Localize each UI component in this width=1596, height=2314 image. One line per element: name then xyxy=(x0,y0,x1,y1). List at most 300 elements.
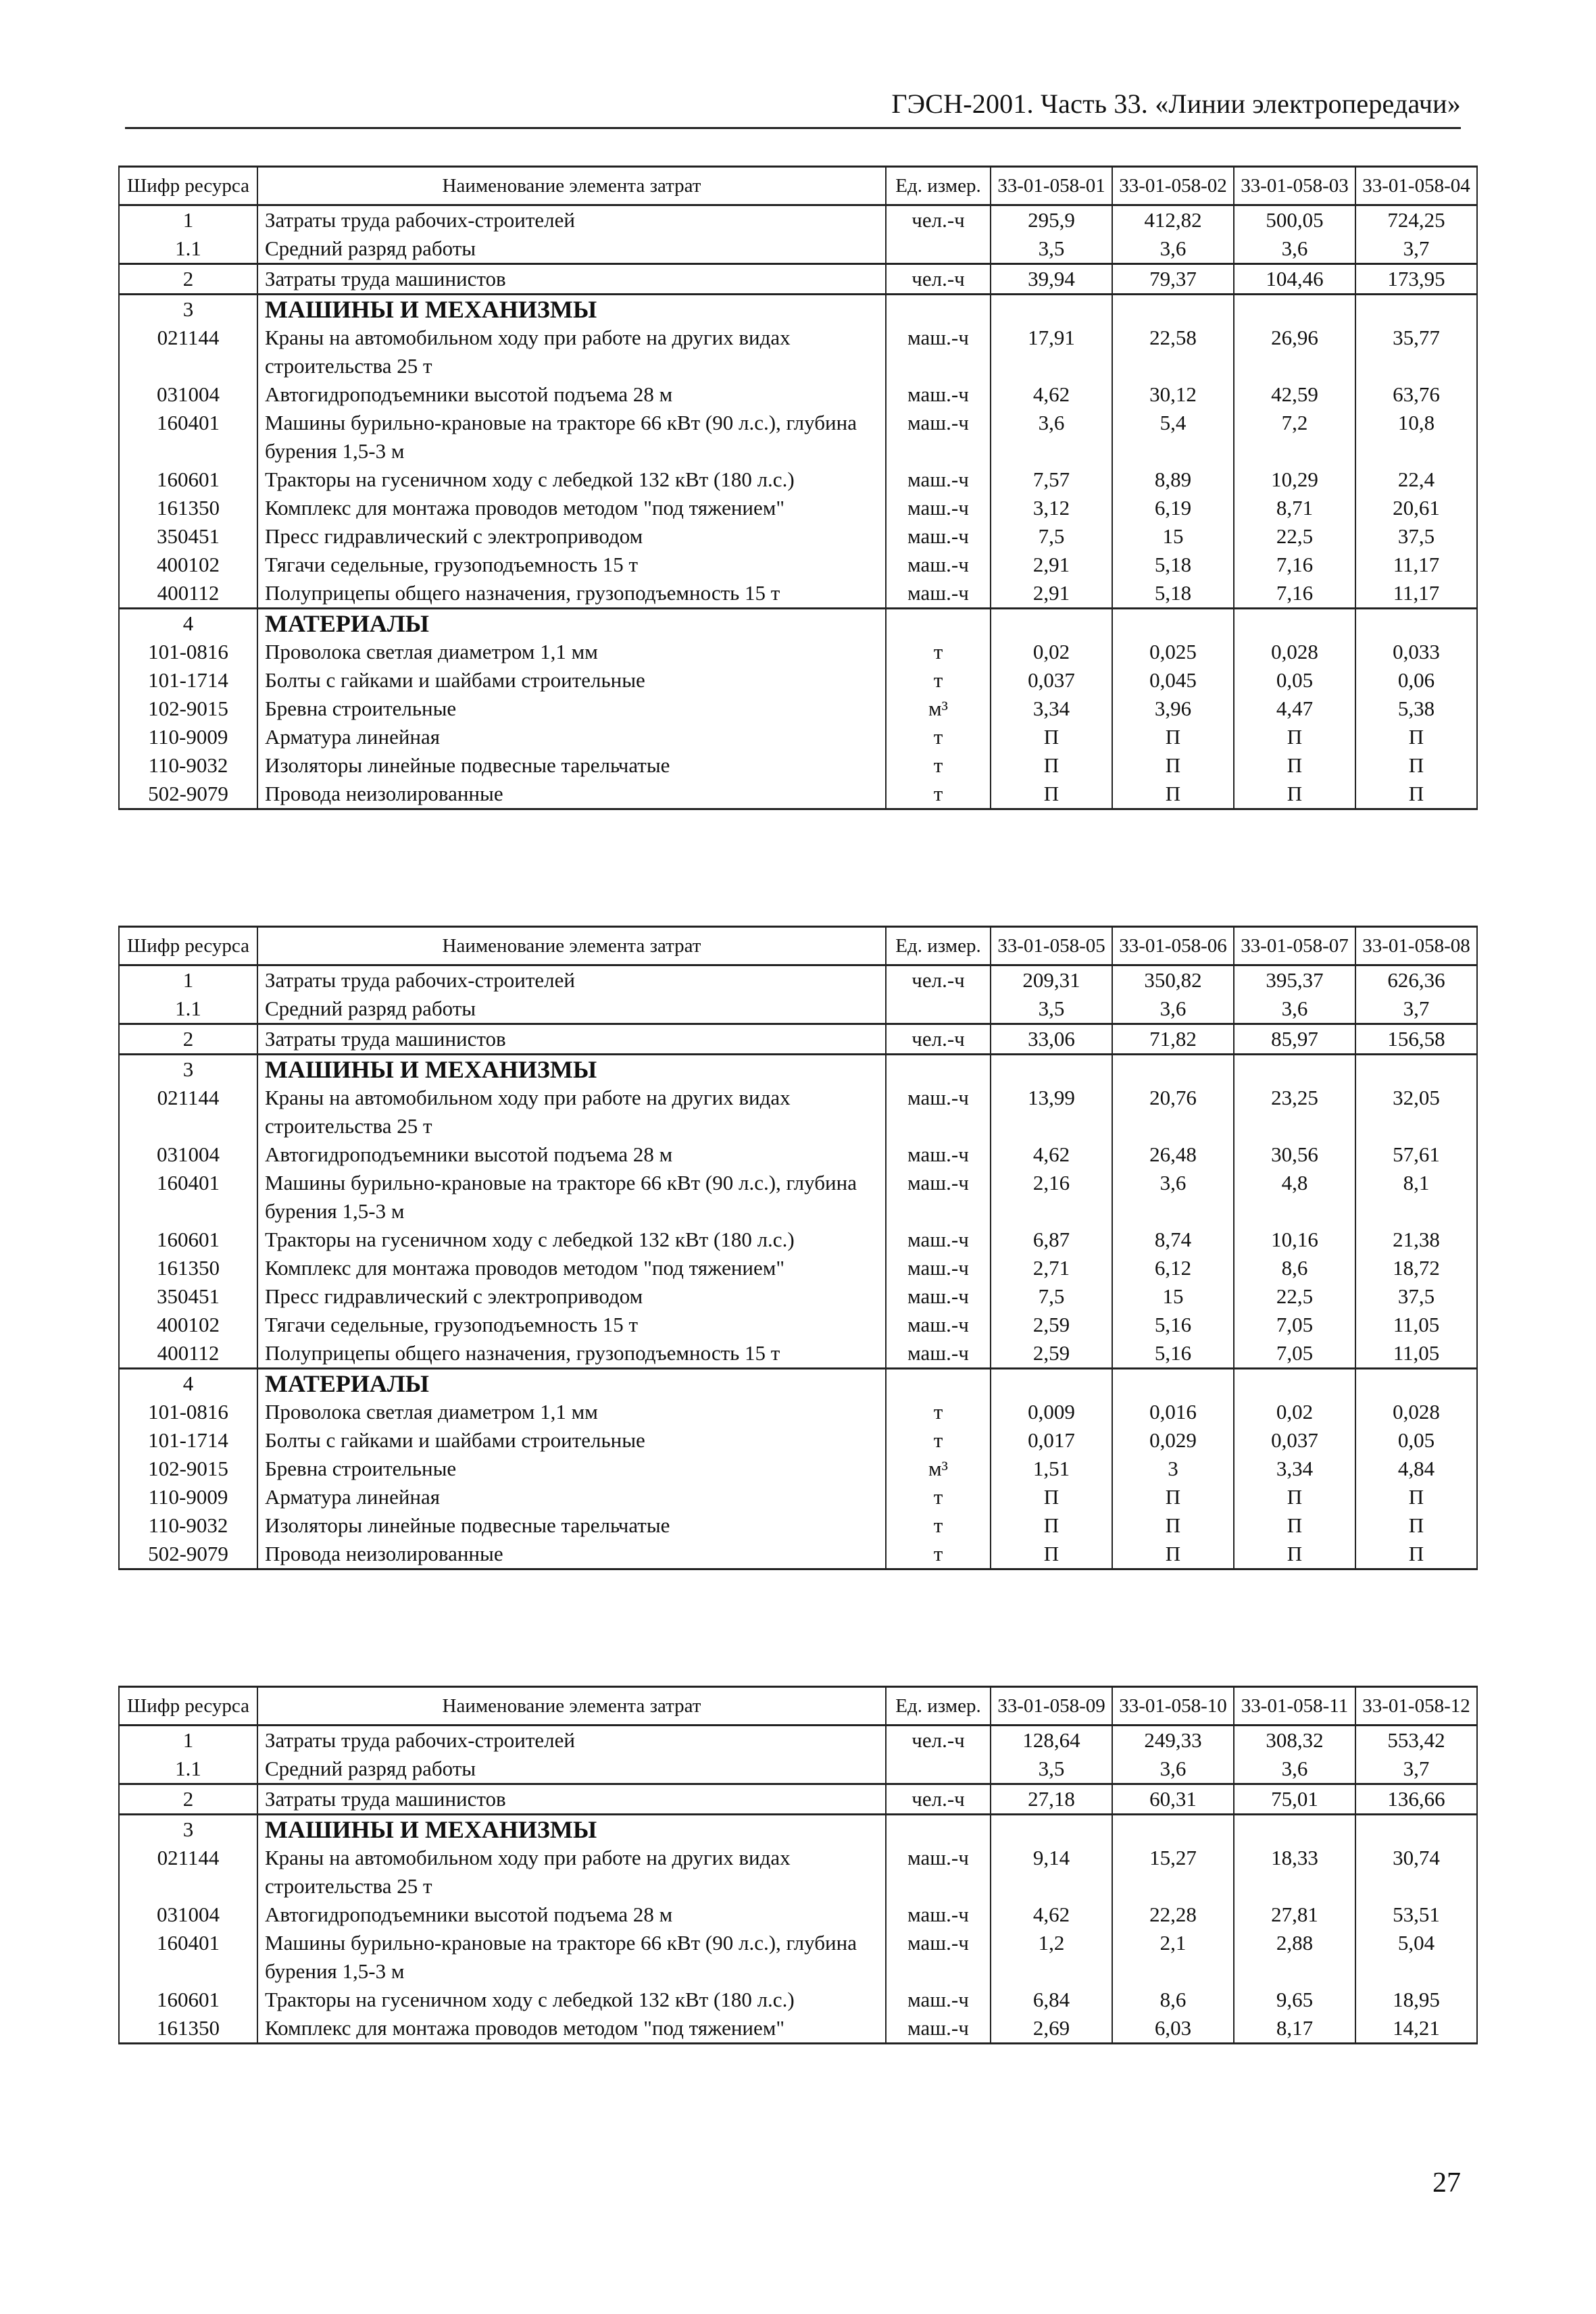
value-cell: 724,25 xyxy=(1355,205,1477,235)
unit-cell: т xyxy=(886,1483,991,1511)
resource-code: 101-1714 xyxy=(119,1426,257,1455)
value-cell: 8,6 xyxy=(1234,1254,1355,1282)
resource-name: Машины бурильно-крановые на тракторе 66 кВт (90 л.с.), глубина бурения 1,5-3 м xyxy=(257,1929,886,1986)
resource-name: Проволока светлая диаметром 1,1 мм xyxy=(257,1398,886,1426)
resource-name: Комплекс для монтажа проводов методом "под тяжением" xyxy=(257,2014,886,2044)
section-row xyxy=(119,609,1477,638)
value-cell: 1,51 xyxy=(991,1455,1112,1483)
unit-cell: маш.-ч xyxy=(886,551,991,579)
resource-code: 400102 xyxy=(119,1311,257,1339)
resource-code: 110-9032 xyxy=(119,1511,257,1540)
unit-cell: т xyxy=(886,1511,991,1540)
unit-cell: маш.-ч xyxy=(886,1929,991,1986)
unit-cell: т xyxy=(886,638,991,666)
column-header-name: Наименование элемента затрат xyxy=(257,927,886,965)
resource-name: Автогидроподъемники высотой подъема 28 м xyxy=(257,1901,886,1929)
table-row xyxy=(119,579,1477,609)
resource-name: Пресс гидравлический с электроприводом xyxy=(257,1282,886,1311)
value-cell xyxy=(1355,295,1477,324)
value-cell: 6,03 xyxy=(1112,2014,1234,2044)
value-cell: 9,65 xyxy=(1234,1986,1355,2014)
value-cell: 7,16 xyxy=(1234,551,1355,579)
resource-code: 350451 xyxy=(119,522,257,551)
resource-name: Краны на автомобильном ходу при работе на других видах строительства 25 т xyxy=(257,1844,886,1901)
value-cell: П xyxy=(1355,780,1477,809)
value-cell: 15,27 xyxy=(1112,1844,1234,1901)
resource-code: 031004 xyxy=(119,1140,257,1169)
value-cell: 3,6 xyxy=(1234,1755,1355,1784)
value-cell xyxy=(1355,609,1477,638)
value-cell: 23,25 xyxy=(1234,1084,1355,1140)
resource-code: 2 xyxy=(119,1024,257,1055)
value-cell: 0,025 xyxy=(1112,638,1234,666)
value-cell: 2,71 xyxy=(991,1254,1112,1282)
value-cell: 0,028 xyxy=(1234,638,1355,666)
value-cell: 104,46 xyxy=(1234,264,1355,295)
resource-code: 3 xyxy=(119,1055,257,1084)
value-cell: 0,045 xyxy=(1112,666,1234,695)
value-cell xyxy=(1112,295,1234,324)
value-cell: 13,99 xyxy=(991,1084,1112,1140)
value-cell: П xyxy=(1355,1483,1477,1511)
unit-cell: м³ xyxy=(886,695,991,723)
value-cell: 26,96 xyxy=(1234,324,1355,380)
value-cell: 128,64 xyxy=(991,1726,1112,1755)
table-row xyxy=(119,551,1477,579)
resource-name: Тягачи седельные, грузоподъемность 15 т xyxy=(257,1311,886,1339)
resource-name: Автогидроподъемники высотой подъема 28 м xyxy=(257,1140,886,1169)
resource-code: 2 xyxy=(119,264,257,295)
resource-name: Изоляторы линейные подвесные тарельчатые xyxy=(257,1511,886,1540)
value-cell: 14,21 xyxy=(1355,2014,1477,2044)
column-header-code: Шифр ресурса xyxy=(119,1687,257,1726)
value-cell: 395,37 xyxy=(1234,965,1355,995)
resource-name: Затраты труда рабочих-строителей xyxy=(257,1726,886,1755)
resource-name: Средний разряд работы xyxy=(257,995,886,1024)
column-header-norm-code: 33-01-058-12 xyxy=(1355,1687,1477,1726)
resource-code: 161350 xyxy=(119,494,257,522)
table-row xyxy=(119,1455,1477,1483)
unit-cell xyxy=(886,1815,991,1844)
value-cell xyxy=(1234,1815,1355,1844)
value-cell: П xyxy=(1234,751,1355,780)
resource-code: 021144 xyxy=(119,1084,257,1140)
value-cell: 35,77 xyxy=(1355,324,1477,380)
value-cell xyxy=(1112,1815,1234,1844)
value-cell: 0,02 xyxy=(1234,1398,1355,1426)
resource-code: 400102 xyxy=(119,551,257,579)
page-header-title: ГЭСН-2001. Часть 33. «Линии электропередачи» xyxy=(891,89,1461,119)
unit-cell: маш.-ч xyxy=(886,1169,991,1226)
value-cell: 3,6 xyxy=(1112,995,1234,1024)
column-header-norm-code: 33-01-058-02 xyxy=(1112,167,1234,205)
value-cell: 11,05 xyxy=(1355,1339,1477,1369)
table-row xyxy=(119,638,1477,666)
value-cell: 20,61 xyxy=(1355,494,1477,522)
value-cell: 295,9 xyxy=(991,205,1112,235)
table-row xyxy=(119,494,1477,522)
resource-name: Краны на автомобильном ходу при работе на других видах строительства 25 т xyxy=(257,324,886,380)
resource-name: Полуприцепы общего назначения, грузоподъемность 15 т xyxy=(257,1339,886,1369)
value-cell: 3,6 xyxy=(1112,1169,1234,1226)
value-cell: 3,5 xyxy=(991,1755,1112,1784)
resource-code: 400112 xyxy=(119,579,257,609)
value-cell: П xyxy=(1112,1511,1234,1540)
resource-code: 021144 xyxy=(119,324,257,380)
unit-cell: маш.-ч xyxy=(886,409,991,466)
value-cell: 350,82 xyxy=(1112,965,1234,995)
value-cell: П xyxy=(1112,780,1234,809)
resource-code: 031004 xyxy=(119,380,257,409)
value-cell: 0,05 xyxy=(1355,1426,1477,1455)
value-cell: 3,12 xyxy=(991,494,1112,522)
unit-cell xyxy=(886,609,991,638)
resource-name: Затраты труда машинистов xyxy=(257,264,886,295)
resource-name: Затраты труда рабочих-строителей xyxy=(257,205,886,235)
value-cell: 4,47 xyxy=(1234,695,1355,723)
value-cell: 2,59 xyxy=(991,1339,1112,1369)
value-cell: 173,95 xyxy=(1355,264,1477,295)
value-cell: 27,81 xyxy=(1234,1901,1355,1929)
unit-cell: чел.-ч xyxy=(886,1726,991,1755)
value-cell: 11,17 xyxy=(1355,579,1477,609)
value-cell: 1,2 xyxy=(991,1929,1112,1986)
value-cell: 5,16 xyxy=(1112,1339,1234,1369)
resource-name: Комплекс для монтажа проводов методом "под тяжением" xyxy=(257,1254,886,1282)
value-cell: 0,037 xyxy=(1234,1426,1355,1455)
unit-cell xyxy=(886,1369,991,1399)
table-row xyxy=(119,264,1477,295)
value-cell: П xyxy=(1234,1511,1355,1540)
value-cell: 7,5 xyxy=(991,1282,1112,1311)
value-cell: П xyxy=(991,723,1112,751)
unit-cell: маш.-ч xyxy=(886,1844,991,1901)
resource-table-1 xyxy=(118,166,1478,810)
resource-code: 1 xyxy=(119,965,257,995)
column-header-unit: Ед. измер. xyxy=(886,167,991,205)
value-cell xyxy=(1112,609,1234,638)
unit-cell: т xyxy=(886,1398,991,1426)
unit-cell: маш.-ч xyxy=(886,1311,991,1339)
resource-name: Тягачи седельные, грузоподъемность 15 т xyxy=(257,551,886,579)
table-row xyxy=(119,1844,1477,1901)
table-row xyxy=(119,1169,1477,1226)
table-row xyxy=(119,1726,1477,1755)
value-cell: 20,76 xyxy=(1112,1084,1234,1140)
table-row xyxy=(119,1784,1477,1815)
header-divider xyxy=(125,127,1461,129)
resource-code: 1.1 xyxy=(119,995,257,1024)
resource-name: Автогидроподъемники высотой подъема 28 м xyxy=(257,380,886,409)
resource-name: Машины бурильно-крановые на тракторе 66 кВт (90 л.с.), глубина бурения 1,5-3 м xyxy=(257,409,886,466)
resource-code: 160401 xyxy=(119,1169,257,1226)
value-cell: 10,16 xyxy=(1234,1226,1355,1254)
column-header-name: Наименование элемента затрат xyxy=(257,1687,886,1726)
unit-cell: маш.-ч xyxy=(886,1986,991,2014)
value-cell: 32,05 xyxy=(1355,1084,1477,1140)
value-cell: П xyxy=(1234,780,1355,809)
resource-name: Провода неизолированные xyxy=(257,1540,886,1569)
unit-cell: т xyxy=(886,1540,991,1569)
resource-code: 502-9079 xyxy=(119,1540,257,1569)
value-cell: 8,71 xyxy=(1234,494,1355,522)
value-cell: 3,34 xyxy=(1234,1455,1355,1483)
resource-name: Комплекс для монтажа проводов методом "под тяжением" xyxy=(257,494,886,522)
value-cell: 8,17 xyxy=(1234,2014,1355,2044)
resource-code: 1 xyxy=(119,205,257,235)
section-row xyxy=(119,1055,1477,1084)
resource-code: 1.1 xyxy=(119,1755,257,1784)
resource-code: 101-1714 xyxy=(119,666,257,695)
section-title: МАШИНЫ И МЕХАНИЗМЫ xyxy=(257,1055,886,1084)
resource-code: 160601 xyxy=(119,1986,257,2014)
value-cell: 21,38 xyxy=(1355,1226,1477,1254)
value-cell xyxy=(1234,1369,1355,1399)
unit-cell: маш.-ч xyxy=(886,579,991,609)
table-row xyxy=(119,234,1477,264)
table-row xyxy=(119,695,1477,723)
value-cell: 0,037 xyxy=(991,666,1112,695)
table-row xyxy=(119,324,1477,380)
value-cell: 22,28 xyxy=(1112,1901,1234,1929)
value-cell: 30,56 xyxy=(1234,1140,1355,1169)
table-row xyxy=(119,1339,1477,1369)
value-cell: 4,8 xyxy=(1234,1169,1355,1226)
column-header-norm-code: 33-01-058-10 xyxy=(1112,1687,1234,1726)
table-row xyxy=(119,1986,1477,2014)
resource-name: Тракторы на гусеничном ходу с лебедкой 132 кВт (180 л.с.) xyxy=(257,466,886,494)
table-row xyxy=(119,1084,1477,1140)
resource-name: Провода неизолированные xyxy=(257,780,886,809)
value-cell: 6,12 xyxy=(1112,1254,1234,1282)
table-row xyxy=(119,1929,1477,1986)
unit-cell: маш.-ч xyxy=(886,1901,991,1929)
value-cell: 0,02 xyxy=(991,638,1112,666)
value-cell: 4,62 xyxy=(991,1901,1112,1929)
value-cell: 136,66 xyxy=(1355,1784,1477,1815)
value-cell: 18,33 xyxy=(1234,1844,1355,1901)
resource-name: Краны на автомобильном ходу при работе на других видах строительства 25 т xyxy=(257,1084,886,1140)
value-cell: 3,6 xyxy=(991,409,1112,466)
table-row xyxy=(119,466,1477,494)
resource-name: Средний разряд работы xyxy=(257,234,886,264)
unit-cell: маш.-ч xyxy=(886,494,991,522)
value-cell: 626,36 xyxy=(1355,965,1477,995)
value-cell: 553,42 xyxy=(1355,1726,1477,1755)
unit-cell: маш.-ч xyxy=(886,380,991,409)
value-cell xyxy=(991,1369,1112,1399)
column-header-norm-code: 33-01-058-06 xyxy=(1112,927,1234,965)
value-cell xyxy=(991,295,1112,324)
value-cell: 3,6 xyxy=(1234,234,1355,264)
unit-cell: чел.-ч xyxy=(886,965,991,995)
column-header-norm-code: 33-01-058-05 xyxy=(991,927,1112,965)
value-cell: 3,5 xyxy=(991,995,1112,1024)
value-cell: 0,033 xyxy=(1355,638,1477,666)
column-header-code: Шифр ресурса xyxy=(119,167,257,205)
resource-name: Машины бурильно-крановые на тракторе 66 кВт (90 л.с.), глубина бурения 1,5-3 м xyxy=(257,1169,886,1226)
value-cell: 249,33 xyxy=(1112,1726,1234,1755)
value-cell xyxy=(1234,1055,1355,1084)
value-cell: П xyxy=(1234,1540,1355,1569)
column-header-unit: Ед. измер. xyxy=(886,1687,991,1726)
value-cell xyxy=(1112,1369,1234,1399)
value-cell: 8,1 xyxy=(1355,1169,1477,1226)
unit-cell: т xyxy=(886,1426,991,1455)
value-cell: 8,6 xyxy=(1112,1986,1234,2014)
value-cell: 7,5 xyxy=(991,522,1112,551)
unit-cell xyxy=(886,995,991,1024)
value-cell: 3,5 xyxy=(991,234,1112,264)
value-cell: П xyxy=(1112,1483,1234,1511)
resource-code: 161350 xyxy=(119,1254,257,1282)
value-cell: 0,017 xyxy=(991,1426,1112,1455)
table-row xyxy=(119,1140,1477,1169)
value-cell: 308,32 xyxy=(1234,1726,1355,1755)
unit-cell: маш.-ч xyxy=(886,1226,991,1254)
table-row xyxy=(119,380,1477,409)
resource-code: 110-9032 xyxy=(119,751,257,780)
resource-code: 031004 xyxy=(119,1901,257,1929)
resource-name: Изоляторы линейные подвесные тарельчатые xyxy=(257,751,886,780)
page-number: 27 xyxy=(1432,2167,1461,2198)
value-cell: 8,74 xyxy=(1112,1226,1234,1254)
resource-name: Проволока светлая диаметром 1,1 мм xyxy=(257,638,886,666)
resource-code: 502-9079 xyxy=(119,780,257,809)
value-cell: 2,59 xyxy=(991,1311,1112,1339)
value-cell: П xyxy=(1112,723,1234,751)
table-row xyxy=(119,1024,1477,1055)
value-cell: 7,2 xyxy=(1234,409,1355,466)
resource-code: 3 xyxy=(119,1815,257,1844)
resource-name: Тракторы на гусеничном ходу с лебедкой 132 кВт (180 л.с.) xyxy=(257,1986,886,2014)
resource-name: Средний разряд работы xyxy=(257,1755,886,1784)
column-header-norm-code: 33-01-058-09 xyxy=(991,1687,1112,1726)
value-cell: 11,17 xyxy=(1355,551,1477,579)
value-cell: 60,31 xyxy=(1112,1784,1234,1815)
resource-code: 102-9015 xyxy=(119,1455,257,1483)
value-cell: П xyxy=(1234,723,1355,751)
unit-cell: чел.-ч xyxy=(886,205,991,235)
value-cell: П xyxy=(991,780,1112,809)
value-cell: 2,88 xyxy=(1234,1929,1355,1986)
value-cell: 22,5 xyxy=(1234,1282,1355,1311)
value-cell: 22,58 xyxy=(1112,324,1234,380)
value-cell xyxy=(991,1815,1112,1844)
resource-code: 101-0816 xyxy=(119,1398,257,1426)
resource-code: 160401 xyxy=(119,409,257,466)
table-row xyxy=(119,723,1477,751)
section-row xyxy=(119,1815,1477,1844)
value-cell: 4,62 xyxy=(991,380,1112,409)
value-cell: 0,028 xyxy=(1355,1398,1477,1426)
unit-cell: маш.-ч xyxy=(886,1282,991,1311)
section-title: МАШИНЫ И МЕХАНИЗМЫ xyxy=(257,295,886,324)
value-cell: 3,6 xyxy=(1112,234,1234,264)
resource-code: 1 xyxy=(119,1726,257,1755)
value-cell: 2,16 xyxy=(991,1169,1112,1226)
value-cell: 6,84 xyxy=(991,1986,1112,2014)
value-cell: 3,7 xyxy=(1355,1755,1477,1784)
value-cell: 5,18 xyxy=(1112,579,1234,609)
section-title: МАТЕРИАЛЫ xyxy=(257,1369,886,1399)
table-row xyxy=(119,2014,1477,2044)
value-cell: 7,05 xyxy=(1234,1311,1355,1339)
value-cell: 3,6 xyxy=(1234,995,1355,1024)
unit-cell xyxy=(886,1755,991,1784)
table-row xyxy=(119,1254,1477,1282)
value-cell xyxy=(1234,295,1355,324)
value-cell: 11,05 xyxy=(1355,1311,1477,1339)
value-cell: 8,89 xyxy=(1112,466,1234,494)
unit-cell: маш.-ч xyxy=(886,466,991,494)
value-cell: 0,016 xyxy=(1112,1398,1234,1426)
resource-name: Затраты труда машинистов xyxy=(257,1024,886,1055)
value-cell: 22,5 xyxy=(1234,522,1355,551)
column-header-norm-code: 33-01-058-03 xyxy=(1234,167,1355,205)
value-cell: 42,59 xyxy=(1234,380,1355,409)
unit-cell: т xyxy=(886,666,991,695)
column-header-code: Шифр ресурса xyxy=(119,927,257,965)
value-cell: 156,58 xyxy=(1355,1024,1477,1055)
unit-cell xyxy=(886,234,991,264)
column-header-norm-code: 33-01-058-08 xyxy=(1355,927,1477,965)
resource-code: 101-0816 xyxy=(119,638,257,666)
value-cell: П xyxy=(991,1483,1112,1511)
value-cell: 2,1 xyxy=(1112,1929,1234,1986)
resource-code: 161350 xyxy=(119,2014,257,2044)
value-cell: 10,8 xyxy=(1355,409,1477,466)
unit-cell: чел.-ч xyxy=(886,1024,991,1055)
column-header-norm-code: 33-01-058-04 xyxy=(1355,167,1477,205)
table-row xyxy=(119,205,1477,235)
column-header-name: Наименование элемента затрат xyxy=(257,167,886,205)
resource-code: 400112 xyxy=(119,1339,257,1369)
value-cell: 5,04 xyxy=(1355,1929,1477,1986)
unit-cell: маш.-ч xyxy=(886,1339,991,1369)
resource-code: 2 xyxy=(119,1784,257,1815)
value-cell: 2,91 xyxy=(991,551,1112,579)
unit-cell: чел.-ч xyxy=(886,264,991,295)
table-row xyxy=(119,1311,1477,1339)
table-row xyxy=(119,409,1477,466)
unit-cell: т xyxy=(886,723,991,751)
value-cell: 209,31 xyxy=(991,965,1112,995)
resource-code: 1.1 xyxy=(119,234,257,264)
resource-code: 110-9009 xyxy=(119,723,257,751)
value-cell: П xyxy=(991,1540,1112,1569)
value-cell: 6,19 xyxy=(1112,494,1234,522)
value-cell: 2,69 xyxy=(991,2014,1112,2044)
value-cell: 9,14 xyxy=(991,1844,1112,1901)
unit-cell xyxy=(886,295,991,324)
value-cell: 15 xyxy=(1112,522,1234,551)
value-cell: 15 xyxy=(1112,1282,1234,1311)
value-cell: 0,05 xyxy=(1234,666,1355,695)
value-cell: 17,91 xyxy=(991,324,1112,380)
table-header-row xyxy=(119,1687,1477,1726)
unit-cell: маш.-ч xyxy=(886,1254,991,1282)
value-cell xyxy=(1234,609,1355,638)
value-cell: 22,4 xyxy=(1355,466,1477,494)
value-cell: 18,95 xyxy=(1355,1986,1477,2014)
value-cell: 85,97 xyxy=(1234,1024,1355,1055)
value-cell: 18,72 xyxy=(1355,1254,1477,1282)
value-cell: 412,82 xyxy=(1112,205,1234,235)
unit-cell xyxy=(886,1055,991,1084)
column-header-norm-code: 33-01-058-01 xyxy=(991,167,1112,205)
value-cell: П xyxy=(1112,1540,1234,1569)
